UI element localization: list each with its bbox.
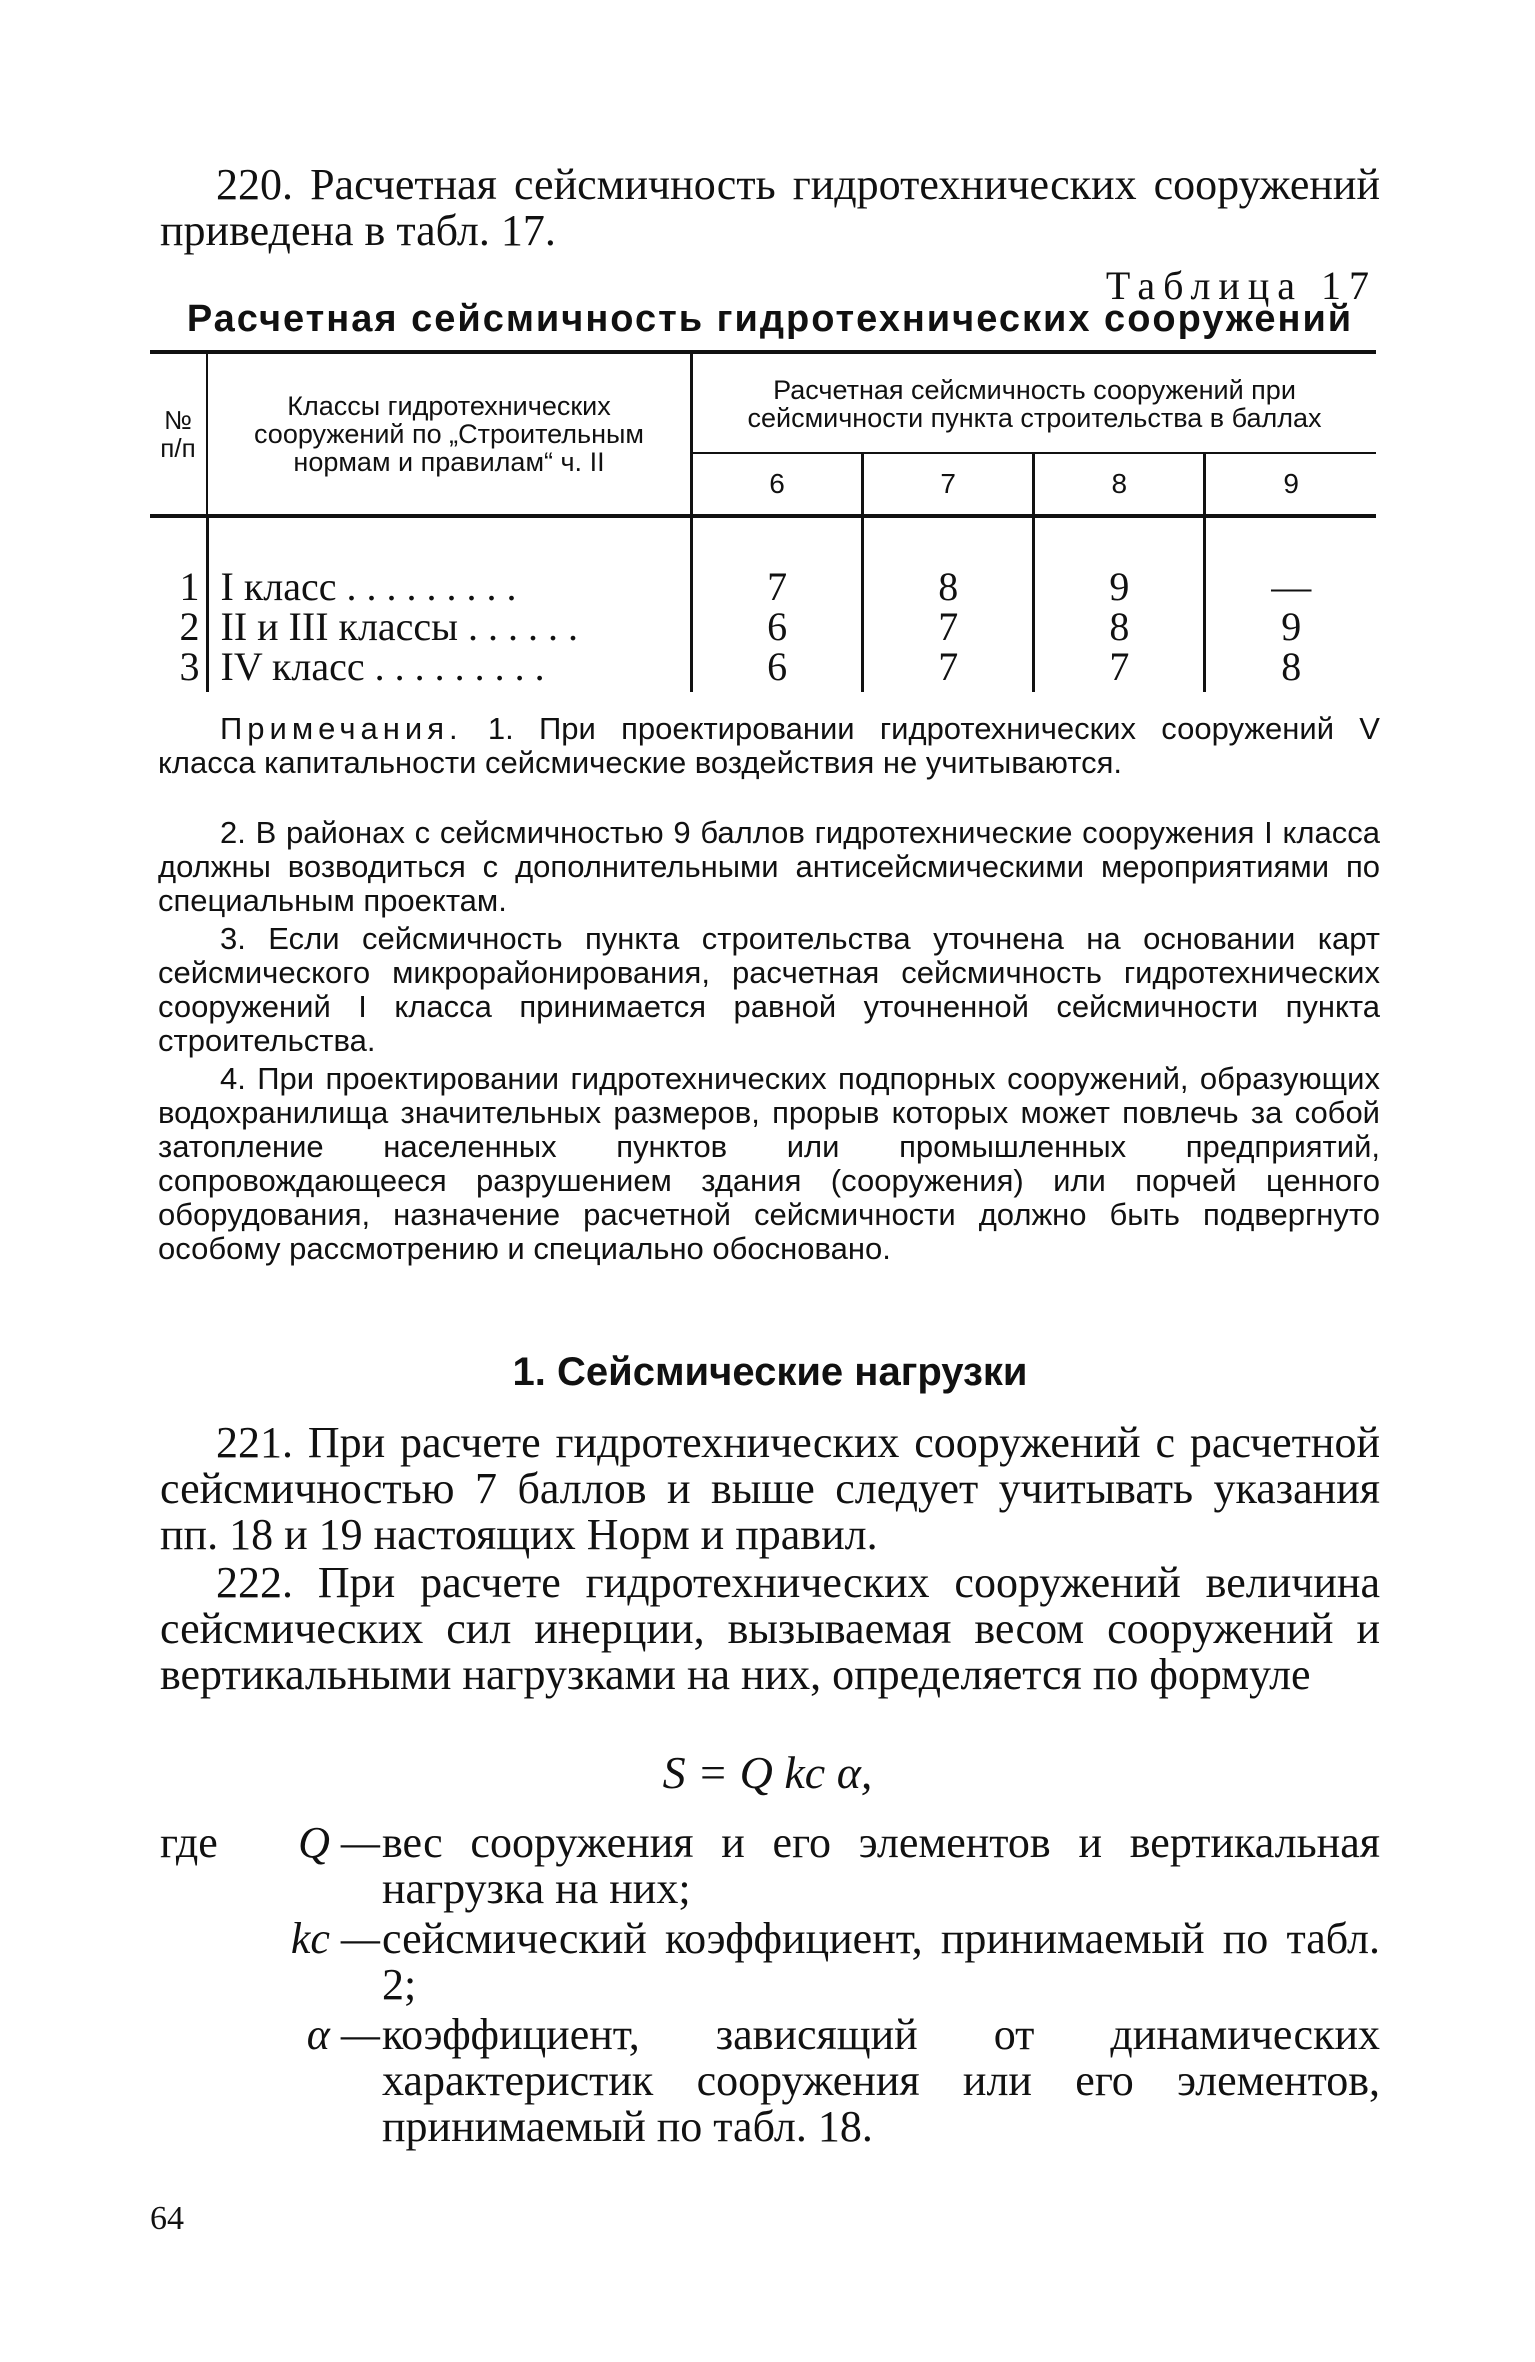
cell-7: 7: [863, 607, 1034, 647]
definition-text: вес сооружения и его элементов и вертикальная нагрузка на них;: [382, 1818, 1380, 1913]
row-class: II и III классы . . . . . .: [207, 607, 692, 647]
table-caption: Таблица 17: [1105, 263, 1377, 308]
section-heading: 1. Сейсмические нагрузки: [512, 1350, 1028, 1394]
row-class: IV класс . . . . . . . . .: [207, 647, 692, 692]
definition-symbol: Q —: [298, 1818, 380, 1867]
table-title: Расчетная сейсмичность гидротехнических сооружений: [186, 298, 1354, 340]
definition-alpha: [160, 2012, 1380, 2150]
row-class: I класс . . . . . . . . .: [207, 516, 692, 607]
header-8: 8: [1034, 453, 1205, 516]
header-7: 7: [863, 453, 1034, 516]
cell-7: 8: [863, 516, 1034, 607]
note-2: 2. В районах с сейсмичностью 9 баллов гидротехнические сооружения I класса должны возводиться с дополнительными антисейсмическими мероприятиями по специальным проектам.: [158, 815, 1380, 918]
formula: S = Q kс α,: [662, 1747, 873, 1798]
table-row: [150, 516, 1376, 607]
cell-9: 8: [1281, 644, 1302, 689]
cell-6: 7: [692, 516, 863, 607]
row-number: 2: [179, 604, 200, 649]
cell-8: 7: [1034, 647, 1205, 692]
definition-symbol: kс —: [290, 1914, 380, 1963]
cell-8: 8: [1034, 607, 1205, 647]
cell-8: 9: [1034, 516, 1205, 607]
header-group: Расчетная сейсмичность сооружений при сейсмичности пункта строительства в баллах: [692, 352, 1377, 453]
definition-q: [160, 1820, 1380, 1912]
note-1: Примечания. 1. При проектировании гидротехнических сооружений V класса капитальности сейсмические воздействия не учитываются.: [158, 711, 1380, 780]
cell-6: 6: [692, 647, 863, 692]
table-row: [150, 607, 1376, 647]
table-row: [150, 647, 1376, 692]
definition-text: сейсмический коэффициент, принимаемый по табл. 2;: [382, 1914, 1380, 2009]
where-label: где: [160, 1818, 218, 1867]
cell-6: 6: [692, 607, 863, 647]
definition-text: коэффициент, зависящий от динамических характеристик сооружения или его элементов, принимаемый по табл. 18.: [382, 2010, 1380, 2151]
cell-7: 7: [863, 647, 1034, 692]
definition-symbol: α —: [306, 2010, 380, 2059]
seismicity-table: [150, 350, 1376, 692]
definitions: [160, 1820, 1380, 2150]
header-6: 6: [692, 453, 863, 516]
cell-9: —: [1271, 564, 1312, 609]
paragraph-221: 221. При расчете гидротехнических сооружений с расчетной сейсмичностью 7 баллов и выше следует учитывать указания пп. 18 и 19 настоящих Норм и правил.: [160, 1418, 1380, 1559]
definition-kc: [160, 1916, 1380, 2008]
paragraph-220: 220. Расчетная сейсмичность гидротехнических сооружений приведена в табл. 17.: [160, 160, 1380, 255]
paragraph-222: 222. При расчете гидротехнических сооружений величина сейсмических сил инерции, вызываемая весом сооружений и вертикальными нагрузками на них, определяется по формуле: [160, 1558, 1380, 1699]
row-number: 1: [179, 564, 200, 609]
header-classes: Классы гидротехнических сооружений по „Строительным нормам и правилам“ ч. II: [207, 352, 692, 516]
header-9: 9: [1205, 453, 1376, 516]
page-number: 64: [150, 2200, 184, 2237]
notes-label: Примечания.: [220, 711, 463, 746]
row-number: 3: [179, 644, 200, 689]
cell-9: 9: [1281, 604, 1302, 649]
header-number: № п/п: [150, 352, 207, 516]
note-3: 3. Если сейсмичность пункта строительства уточнена на основании карт сейсмического микрорайонирования, расчетная сейсмичность гидротехнических сооружений I класса принимается равной уточненной сейсмичности пункта строительства.: [158, 921, 1380, 1058]
note-4: 4. При проектировании гидротехнических подпорных сооружений, образующих водохранилища значительных размеров, прорыв которых может повлечь за собой затопление населенных пунктов или промышленных предприятий, сопровождающееся разрушением здания (сооружения) или порчей ценного оборудования, назначение расчетной сейсмичности должно быть подвергнуто особому рассмотрению и специально обосновано.: [158, 1061, 1380, 1266]
